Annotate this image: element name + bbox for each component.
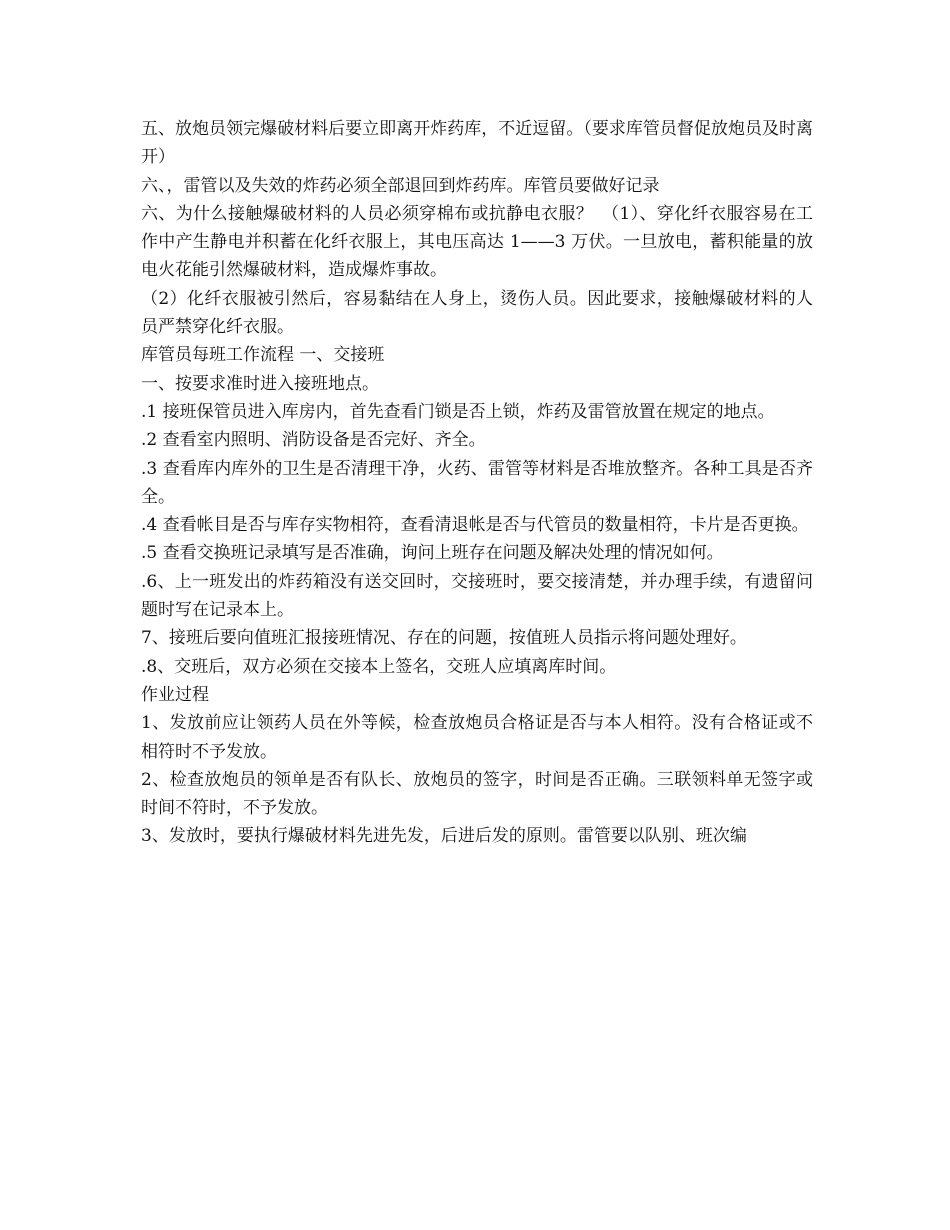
paragraph: 1、发放前应让领药人员在外等候，检查放炮员合格证是否与本人相符。没有合格证或不相符时不予发放。 — [141, 713, 813, 762]
section-heading: 作业过程 — [141, 684, 209, 705]
paragraph: .5 查看交换班记录填写是否准确，询问上班存在问题及解决处理的情况如何。 — [141, 543, 724, 564]
paragraph: （2）化纤衣服被引然后，容易黏结在人身上，烫伤人员。因此要求，接触爆破材料的人员严禁穿化纤衣服。 — [141, 288, 813, 338]
paragraph: 2、检查放炮员的领单是否有队长、放炮员的签字，时间是否正确。三联领料单无签字或时间不符时，不予发放。 — [141, 769, 813, 819]
paragraph: 六、，雷管以及失效的炸药必须全部退回到炸药库。库管员要做好记录 — [141, 175, 660, 196]
paragraph: 五、放炮员领完爆破材料后要立即离开炸药库，不近逗留。（要求库管员督促放炮员及时离开） — [141, 119, 813, 168]
paragraph: .1 接班保管员进入库房内，首先查看门锁是否上锁，炸药及雷管放置在规定的地点。 — [141, 401, 775, 422]
paragraph: .8、交班后，双方必须在交接本上签名，交班人应填离库时间。 — [141, 656, 617, 677]
section-heading: 库管员每班工作流程 一、交接班 — [141, 345, 385, 366]
paragraph: .4 查看帐目是否与库存实物相符，查看清退帐是否与代管员的数量相符，卡片是否更换。 — [141, 515, 809, 536]
paragraph: .6、上一班发出的炸药箱没有送交回时，交接班时，要交接清楚，并办理手续，有遗留问题时写在记录本上。 — [141, 571, 813, 621]
paragraph: 3、发放时，要执行爆破材料先进先发，后进后发的原则。雷管要以队别、班次编 — [141, 826, 747, 847]
document-body — [141, 115, 813, 851]
paragraph: 一、按要求准时进入接班地点。 — [141, 373, 379, 394]
paragraph: .2 查看室内照明、消防设备是否完好、齐全。 — [141, 430, 486, 451]
paragraph: 六、为什么接触爆破材料的人员必须穿棉布或抗静电衣服？ （1）、穿化纤衣服容易在工作中产生静电并积蓄在化纤衣服上，其电压高达 1——3 万伏。一旦放电，蓄积能量的放电火花能引然爆破材料，造成爆炸事故。 — [141, 203, 813, 281]
paragraph: 7、接班后要向值班汇报接班情况、存在的问题，按值班人员指示将问题处理好。 — [141, 628, 747, 649]
paragraph: .3 查看库内库外的卫生是否清理干净，火药、雷管等材料是否堆放整齐。各种工具是否齐全。 — [141, 458, 813, 507]
